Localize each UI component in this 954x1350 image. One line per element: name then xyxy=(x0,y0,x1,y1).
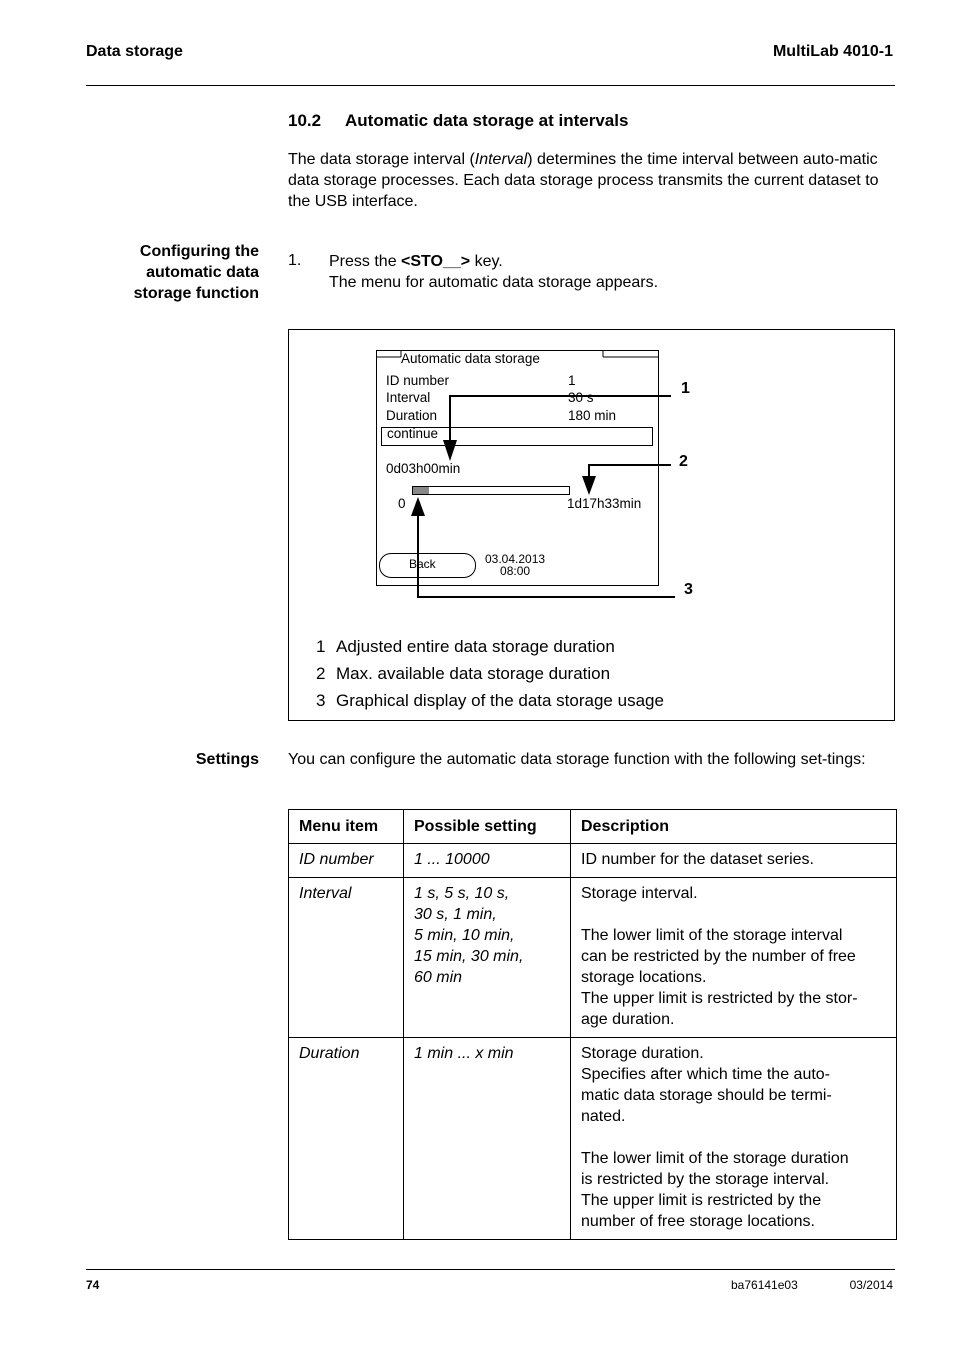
table-row xyxy=(289,1038,897,1240)
bar-start-label: 0 xyxy=(398,496,406,511)
callout-number: 1 xyxy=(681,380,690,397)
screen-row-label: Interval xyxy=(386,390,431,405)
side-heading-settings: Settings xyxy=(195,751,259,768)
menu-item-cell: ID number xyxy=(289,844,404,878)
document-date: 03/2014 xyxy=(849,1278,893,1292)
table-header-row xyxy=(289,810,897,844)
side-heading-line: Configuring the xyxy=(139,243,259,260)
setting-line: 1 min ... x min xyxy=(414,1045,514,1062)
callout-number: 2 xyxy=(679,453,688,470)
legend-number: 2 xyxy=(316,664,326,683)
running-header-left: Data storage xyxy=(86,43,183,60)
callout-number: 3 xyxy=(684,581,693,598)
legend-number: 1 xyxy=(316,637,326,656)
description-cell xyxy=(571,1038,897,1240)
elapsed-duration: 0d03h00min xyxy=(386,461,461,476)
setting-cell xyxy=(404,844,571,878)
description-line: The upper limit is restricted by the stor- xyxy=(581,990,858,1007)
description-line: storage locations. xyxy=(581,969,707,986)
description-line: matic data storage should be termi- xyxy=(581,1087,832,1104)
section-title: Automatic data storage at intervals xyxy=(345,111,629,130)
legend-text: Adjusted entire data storage duration xyxy=(336,637,615,656)
table-row xyxy=(289,844,897,878)
screen-title: Automatic data storage xyxy=(401,351,540,366)
screen-row-label: ID number xyxy=(386,373,450,388)
menu-item-cell: Duration xyxy=(289,1038,404,1240)
sto-key: <STO__> xyxy=(401,253,471,270)
paragraph-gap xyxy=(581,904,886,925)
settings-table xyxy=(288,809,897,1240)
side-heading-line: storage function xyxy=(133,285,259,302)
description-line: is restricted by the storage interval. xyxy=(581,1171,830,1188)
running-header-right: MultiLab 4010-1 xyxy=(772,43,893,60)
step-text-pre: Press the xyxy=(329,253,402,270)
setting-line: 1 s, 5 s, 10 s, xyxy=(414,885,510,902)
description-line: age duration. xyxy=(581,1011,675,1028)
description-line: ID number for the dataset series. xyxy=(581,851,814,868)
back-button-label: Back xyxy=(409,557,436,571)
setting-line: 5 min, 10 min, xyxy=(414,927,515,944)
description-line: number of free storage locations. xyxy=(581,1213,815,1230)
description-line: The upper limit is restricted by the xyxy=(581,1192,822,1209)
settings-intro: You can configure the automatic data storage function with the following set-tings: xyxy=(288,751,866,768)
description-line: The lower limit of the storage interval xyxy=(581,927,843,944)
screen-time: 08:00 xyxy=(500,564,531,578)
description-line: Storage duration. xyxy=(581,1045,704,1062)
legend-item xyxy=(316,691,664,711)
section-number: 10.2 xyxy=(288,111,322,130)
setting-line: 60 min xyxy=(414,969,463,986)
screen-row-value: 30 s xyxy=(568,390,594,405)
step-result: The menu for automatic data storage appears. xyxy=(329,274,659,291)
setting-line: 15 min, 30 min, xyxy=(414,948,524,965)
intro-text-pre: The data storage interval ( xyxy=(288,151,475,168)
table-header: Possible setting xyxy=(404,810,571,844)
side-heading-line: automatic data xyxy=(146,264,259,281)
setting-cell xyxy=(404,1038,571,1240)
description-cell xyxy=(571,844,897,878)
legend-text: Graphical display of the data storage usage xyxy=(336,691,664,710)
paragraph-gap xyxy=(581,1127,886,1148)
setting-cell xyxy=(404,878,571,1038)
step-text-post: key. xyxy=(470,253,503,270)
description-line: Storage interval. xyxy=(581,885,698,902)
description-cell xyxy=(571,878,897,1038)
footer-divider xyxy=(86,1269,895,1270)
menu-item-cell: Interval xyxy=(289,878,404,1038)
legend-text: Max. available data storage duration xyxy=(336,664,611,683)
table-row xyxy=(289,878,897,1038)
description-line: Specifies after which time the auto- xyxy=(581,1066,831,1083)
document-number: ba76141e03 xyxy=(731,1278,798,1292)
setting-line: 1 ... 10000 xyxy=(414,851,490,868)
bar-end-label: 1d17h33min xyxy=(567,496,642,511)
selected-menu-label: continue xyxy=(387,426,439,441)
legend-item xyxy=(316,664,610,684)
intro-text-italic: Interval xyxy=(474,151,528,168)
description-line: The lower limit of the storage duration xyxy=(581,1150,849,1167)
intro-text-post: ) determines the time interval between auto-matic data storage processes. Each data storage process transmits the current dataset to the USB interface. xyxy=(288,151,879,210)
screen-date: 03.04.2013 xyxy=(485,552,546,566)
setting-line: 30 s, 1 min, xyxy=(414,906,497,923)
description-line: nated. xyxy=(581,1108,626,1125)
screen-row-value: 180 min xyxy=(568,408,617,423)
description-line: can be restricted by the number of free xyxy=(581,948,856,965)
legend-number: 3 xyxy=(316,691,326,710)
screen-row-value: 1 xyxy=(568,373,576,388)
page-number: 74 xyxy=(86,1278,100,1292)
table-header: Description xyxy=(571,810,897,844)
legend-item xyxy=(316,637,615,657)
step-number: 1. xyxy=(288,252,302,269)
screen-row-label: Duration xyxy=(386,408,438,423)
table-header: Menu item xyxy=(289,810,404,844)
